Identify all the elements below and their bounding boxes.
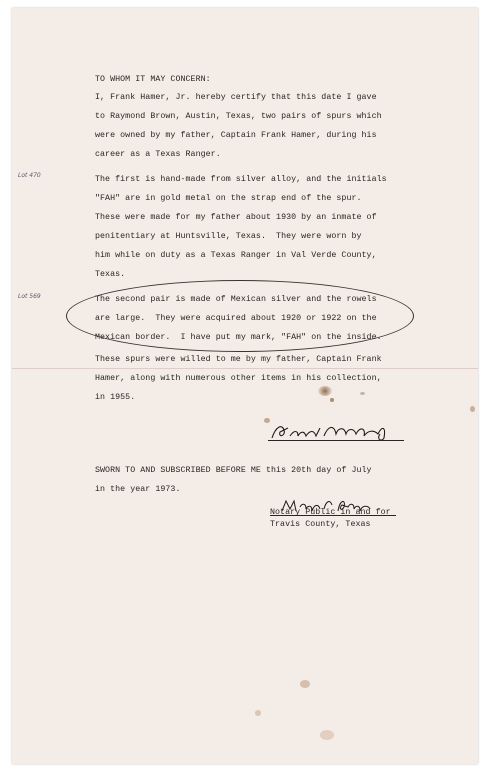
signature-line	[268, 440, 404, 441]
margin-note-lot-1: Lot 470	[18, 172, 41, 179]
paragraph-3-line: are large. They were acquired about 1920 or 1922 on the	[95, 314, 377, 323]
paragraph-2-line: Texas.	[95, 270, 126, 279]
paragraph-3-line: Mexican border. I have put my mark, "FAH" on the inside.	[95, 333, 382, 342]
paper-stain	[255, 710, 261, 716]
ink-stain	[330, 398, 334, 402]
paragraph-4-line: Hamer, along with numerous other items in his collection,	[95, 374, 382, 383]
paragraph-3-line: The second pair is made of Mexican silver and the rowels	[95, 295, 377, 304]
ink-stain	[318, 386, 332, 396]
paragraph-2-line: The first is hand-made from silver alloy, and the initials	[95, 175, 387, 184]
paper-stain	[300, 680, 310, 688]
sworn-line: SWORN TO AND SUBSCRIBED BEFORE ME this 20th day of July	[95, 466, 372, 475]
notary-line: Travis County, Texas	[270, 520, 371, 529]
paragraph-2-line: him while on duty as a Texas Ranger in Val Verde County,	[95, 251, 377, 260]
paragraph-2-line: penitentiary at Huntsville, Texas. They were worn by	[95, 232, 362, 241]
paper-stain	[320, 730, 334, 740]
sworn-line: in the year 1973.	[95, 485, 181, 494]
paragraph-4-line: in 1955.	[95, 393, 136, 402]
paragraph-1-line: to Raymond Brown, Austin, Texas, two pairs of spurs which	[95, 112, 382, 121]
paragraph-1-line: career as a Texas Ranger.	[95, 150, 221, 159]
paragraph-2-line: "FAH" are in gold metal on the strap end of the spur.	[95, 194, 362, 203]
notary-line: Notary Public in and for	[270, 508, 391, 517]
paragraph-2-line: These were made for my father about 1930 by an inmate of	[95, 213, 377, 222]
ink-stain	[470, 406, 475, 412]
paragraph-4-line: These spurs were willed to me by my father, Captain Frank	[95, 355, 382, 364]
ink-stain	[360, 392, 365, 395]
margin-note-lot-2: Lot 569	[18, 293, 41, 300]
paragraph-1-line: I, Frank Hamer, Jr. hereby certify that this date I gave	[95, 93, 377, 102]
salutation: TO WHOM IT MAY CONCERN:	[95, 75, 211, 84]
paragraph-1-line: were owned by my father, Captain Frank Hamer, during his	[95, 131, 377, 140]
